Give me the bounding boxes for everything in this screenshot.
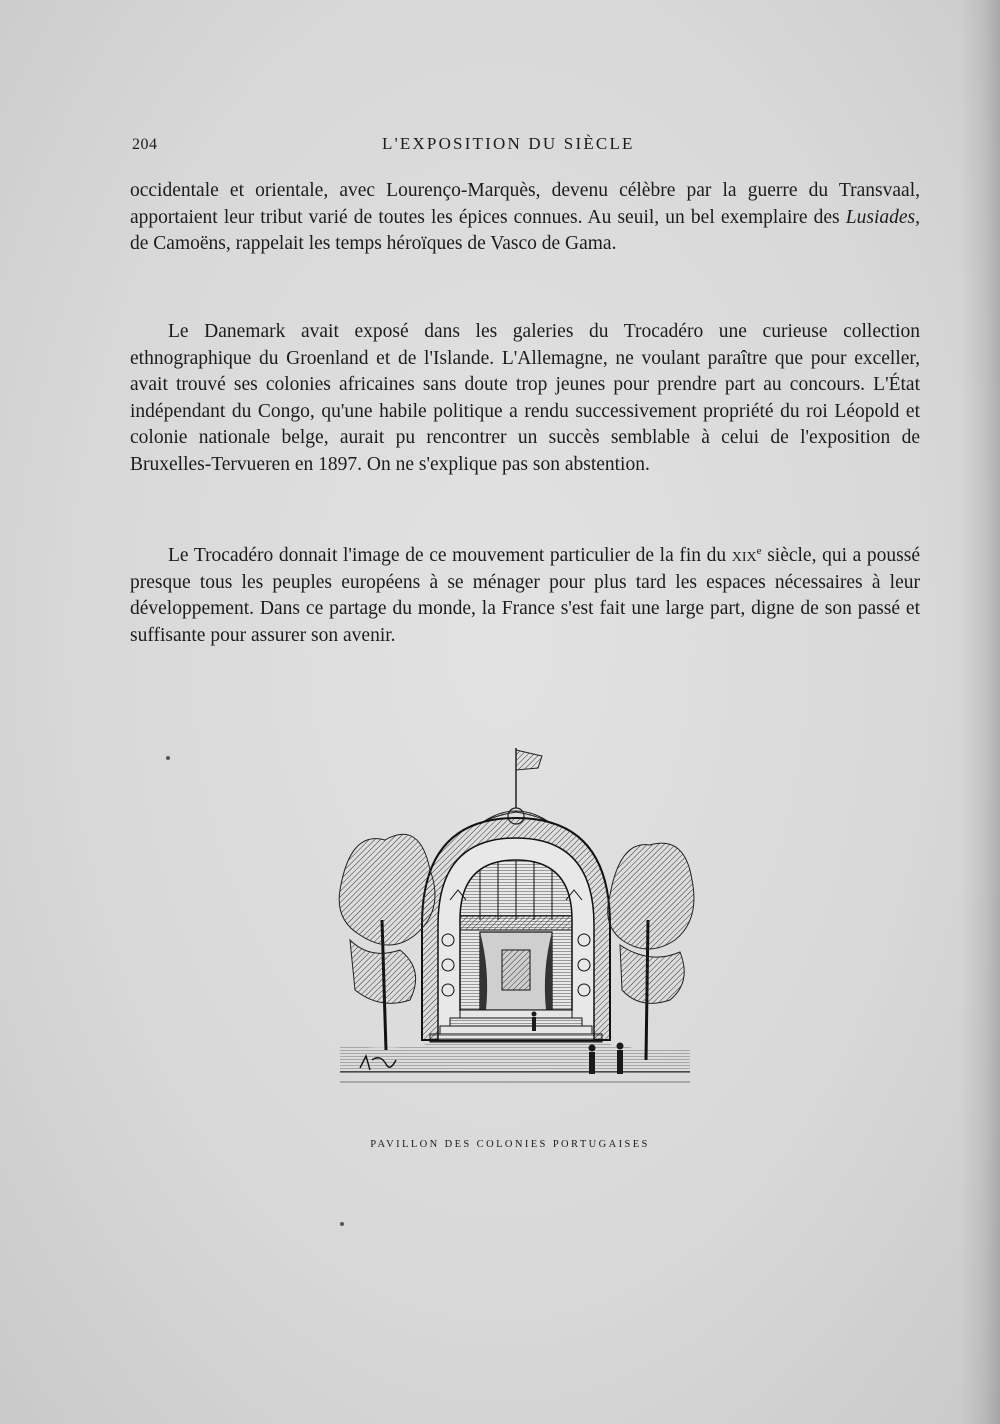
left-tree-icon	[339, 834, 435, 1050]
page-number: 204	[132, 136, 158, 153]
paper-speck	[166, 756, 170, 760]
flag-icon	[516, 748, 542, 808]
paragraph-3-text-a: Le Trocadéro donnait l'image de ce mouvement particulier de la fin du	[168, 545, 732, 566]
century-numeral: xix	[731, 545, 757, 566]
paragraph-3	[130, 543, 920, 649]
paragraph-1-text-a: occidentale et orientale, avec Lourenço-Marquès, devenu célèbre par la guerre du Transvaal, apportaient leur tribut varié de toutes les épices connues. Au seuil, un bel exemplaire des	[130, 180, 920, 228]
page-gutter-shadow	[960, 0, 1000, 1424]
paragraph-3-text-b: siècle, qui a poussé presque tous les peuples européens à se ménager pour plus tard les espaces nécessaires à leur développement. Dans ce partage du monde, la France s'est fait une large part, digne de son passé et suffisante pour assurer son avenir.	[130, 545, 920, 646]
page-header	[132, 134, 672, 160]
pavilion-engraving	[330, 720, 700, 1120]
book-title-lusiades: Lusiades,	[845, 206, 920, 228]
paragraph-2	[130, 319, 920, 479]
paragraph-1	[130, 178, 920, 258]
figure-caption: PAVILLON DES COLONIES PORTUGAISES	[370, 1139, 650, 1150]
running-title: L'EXPOSITION DU SIÈCLE	[382, 134, 635, 153]
right-tree-icon	[608, 843, 694, 1060]
century-superscript: e	[756, 545, 762, 557]
paragraph-1-text-b: de Camoëns, rappelait les temps héroïques de Vasco de Gama.	[130, 233, 617, 255]
paragraph-2-text: Le Danemark avait exposé dans les galeries du Trocadéro une curieuse collection ethnographique du Groenland et de l'Islande. L'Allemagne, ne voulant paraître que pour exceller, avait trouvé ses colonies africaines sans doute trop jeunes pour prendre part au concours. L'État indépendant du Congo, qu'une habile politique a rendu successivement propriété du roi Léopold et colonie nationale belge, aurait pu rencontrer un succès semblable à celui de l'exposition de Bruxelles-Tervueren en 1897. On ne s'explique pas son abstention.	[130, 321, 920, 475]
paper-speck	[340, 1222, 344, 1226]
